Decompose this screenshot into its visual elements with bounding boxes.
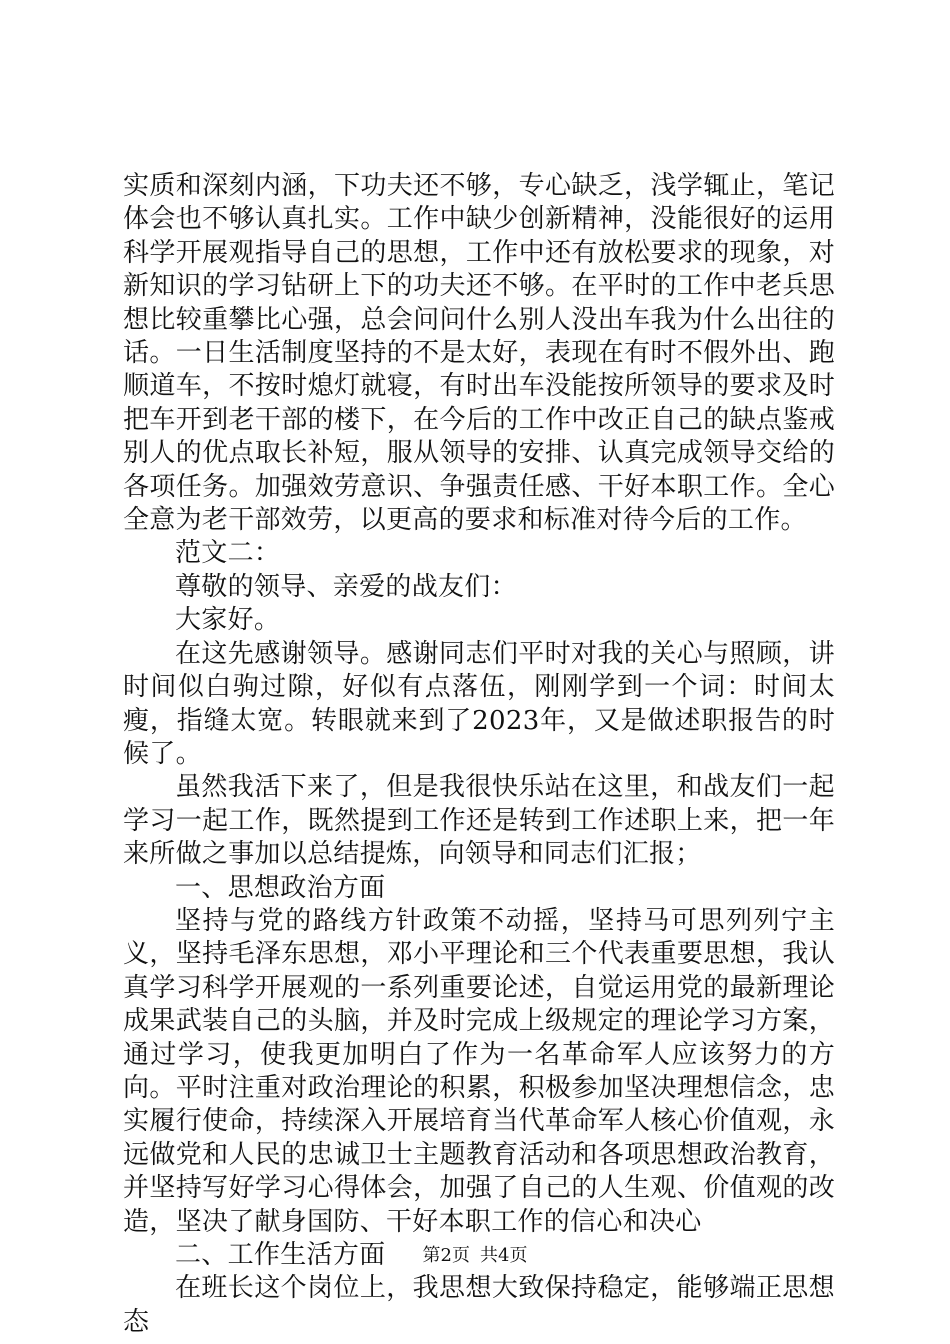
page-number: 第2页 — [422, 1245, 470, 1266]
section-heading-work-life: 二、工作生活方面 — [175, 1240, 386, 1270]
paragraph-work-life: 在班长这个岗位上，我思想大致保持稳定，能够端正思想态 — [123, 1273, 835, 1337]
paragraph-political: 坚持与党的路线方针政策不动摇，坚持马可思列列宁主义，坚持毛泽东思想，邓小平理论和三个代表重要思想，我认真学习科学开展观的一系列重要论述，自觉运用党的最新理论成果武装自己的头脑，并及时完成上级规定的理论学习方案，通过学习，使我更加明白了作为一名革命军人应该努力的方向。平时注重对政治理论的积累，积极参加坚决理想信念，忠实履行使命，持续深入开展培育当代革命军人核心价值观，永远做党和人民的忠诚卫士主题教育活动和各项思想政治教育，并坚持写好学习心得体会，加强了自己的人生观、价值观的改造，坚决了献身国防、干好本职工作的信心和决心 — [123, 905, 835, 1237]
paragraph-sample-title: 范文二： — [175, 538, 281, 569]
paragraph-intro: 虽然我活下来了，但是我很快乐站在这里，和战友们一起学习一起工作，既然提到工作还是转到工作述职上来，把一年来所做之事加以总结提炼，向领导和同志们汇报； — [123, 772, 835, 870]
page-footer — [0, 1244, 950, 1268]
page-total: 共4页 — [480, 1245, 528, 1266]
paragraph-thanks: 在这先感谢领导。感谢同志们平时对我的关心与照顾，讲时间似白驹过隙，好似有点落伍，刚刚学到一个词：时间太瘦，指缝太宽。转眼就来到了2023年，又是做述职报告的时候了。 — [123, 638, 835, 769]
paragraph-greeting: 大家好。 — [175, 605, 281, 636]
paragraph-continuation: 实质和深刻内涵，下功夫还不够，专心缺乏，浅学辄止，笔记体会也不够认真扎实。工作中缺少创新精神，没能很好的运用科学开展观指导自己的思想，工作中还有放松要求的现象，对新知识的学习钻研上下的功夫还不够。在平时的工作中老兵思想比较重攀比心强，总会问问什么别人没出车我为什么出往的话。一日生活制度坚持的不是太好，表现在有时不假外出、跑顺道车，不按时熄灯就寝，有时出车没能按所领导的要求及时把车开到老干部的楼下，在今后的工作中改正自己的缺点鉴戒别人的优点取长补短，服从领导的安排、认真完成领导交给的各项任务。加强效劳意识、争强责任感、干好本职工作。全心全意为老干部效劳，以更高的要求和标准对待今后的工作。 — [123, 171, 835, 536]
section-heading-political: 一、思想政治方面 — [175, 872, 386, 903]
document-body — [123, 170, 835, 1339]
paragraph-salutation: 尊敬的领导、亲爱的战友们： — [175, 571, 517, 602]
